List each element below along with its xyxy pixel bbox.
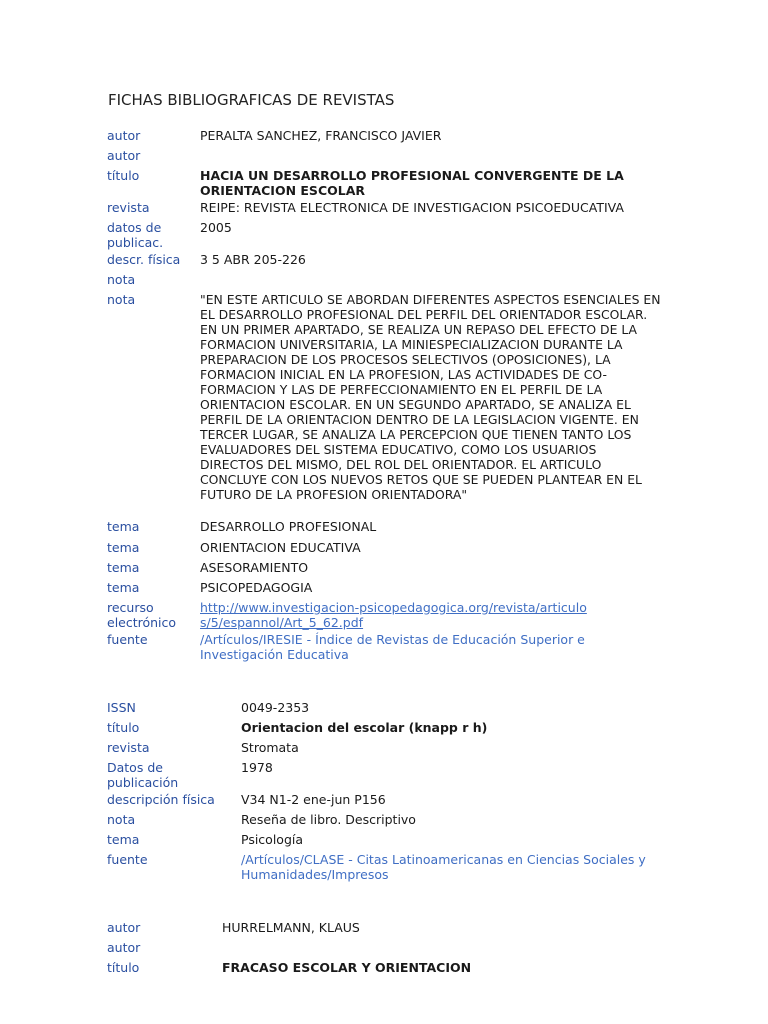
field-label: tema	[107, 832, 140, 847]
field-label: título	[107, 720, 140, 735]
field-label: autor	[107, 920, 141, 935]
field-value: PERALTA SANCHEZ, FRANCISCO JAVIER	[200, 128, 442, 143]
field-label: autor	[107, 148, 141, 163]
field-label: tema	[107, 540, 140, 555]
field-label: nota	[107, 292, 136, 307]
field-value: ASESORAMIENTO	[200, 560, 309, 575]
field-label: fuente	[107, 852, 148, 867]
field-label: autor	[107, 128, 141, 143]
field-label: descr. física	[107, 252, 181, 267]
field-label: fuente	[107, 632, 148, 647]
field-label: nota	[107, 812, 136, 827]
field-label: datos de publicac.	[107, 220, 164, 250]
field-label: tema	[107, 560, 140, 575]
field-label: descripción física	[107, 792, 215, 807]
field-value: 0049-2353	[241, 700, 310, 715]
field-label: tema	[107, 580, 140, 595]
field-value: V34 N1-2 ene-jun P156	[241, 792, 386, 807]
field-value: DESARROLLO PROFESIONAL	[200, 519, 377, 534]
electronic-resource-link[interactable]: http://www.investigacion-psicopedagogica.org/revista/articulos/5/espannol/Art_5_62.pdf	[200, 600, 587, 630]
page-title: FICHAS BIBLIOGRAFICAS DE REVISTAS	[108, 91, 395, 109]
field-label: autor	[107, 940, 141, 955]
field-value: REIPE: REVISTA ELECTRONICA DE INVESTIGACION PSICOEDUCATIVA	[200, 200, 624, 215]
source-link[interactable]: /Artículos/CLASE - Citas Latinoamericanas en Ciencias Sociales y Humanidades/Impresos	[241, 852, 646, 882]
field-label: revista	[107, 200, 150, 215]
field-label: título	[107, 960, 140, 975]
field-label: título	[107, 168, 140, 183]
field-value: ORIENTACION EDUCATIVA	[200, 540, 361, 555]
field-value: 2005	[200, 220, 232, 235]
field-value: 1978	[241, 760, 273, 775]
field-value: PSICOPEDAGOGIA	[200, 580, 313, 595]
field-value: Psicología	[241, 832, 304, 847]
field-label: recurso electrónico	[107, 600, 177, 630]
field-label: ISSN	[107, 700, 136, 715]
field-value: Stromata	[241, 740, 299, 755]
field-label: nota	[107, 272, 136, 287]
source-link[interactable]: /Artículos/IRESIE - Índice de Revistas de Educación Superior e Investigación Educativa	[200, 632, 585, 662]
field-value: 3 5 ABR 205-226	[200, 252, 306, 267]
field-label: Datos de publicación	[107, 760, 179, 790]
field-value: Orientacion del escolar (knapp r h)	[241, 720, 488, 735]
field-label: tema	[107, 519, 140, 534]
abstract-text: "EN ESTE ARTICULO SE ABORDAN DIFERENTES ASPECTOS ESENCIALES EN EL DESARROLLO PROFESIONAL DEL PERFIL DEL ORIENTADOR ESCOLAR. EN UN PRIMER APARTADO, SE REALIZA UN REPASO DEL EFECTO DE LA FORMACION UNIVERSITARIA, LA MINIESPECIALIZACION DURANTE LA PREPARACION DE LOS PROCESOS SELECTIVOS (OPOSICIONES), LA FORMACION INICIAL EN LA PROFESION, LAS ACTIVIDADES DE CO-FORMACION Y LAS DE PERFECCIONAMIENTO EN EL PERFIL DE LA ORIENTACION ESCOLAR. EN UN SEGUNDO APARTADO, SE ANALIZA EL PERFIL DE LA ORIENTACION DENTRO DE LA LEGISLACION VIGENTE. EN TERCER LUGAR, SE ANALIZA LA PERCEPCION QUE TIENEN TANTO LOS EVALUADORES DEL SISTEMA EDUCATIVO, COMO LOS USUARIOS DIRECTOS DEL MISMO, DEL ROL DEL ORIENTADOR. EL ARTICULO CONCLUYE CON LOS NUEVOS RETOS QUE SE PUEDEN PLANTEAR EN EL FUTURO DE LA PROFESION ORIENTADORA"	[200, 292, 661, 502]
field-value: FRACASO ESCOLAR Y ORIENTACION	[222, 960, 472, 975]
field-value: HURRELMANN, KLAUS	[222, 920, 360, 935]
field-label: revista	[107, 740, 150, 755]
field-value: Reseña de libro. Descriptivo	[241, 812, 416, 827]
field-value: HACIA UN DESARROLLO PROFESIONAL CONVERGENTE DE LA ORIENTACION ESCOLAR	[200, 168, 624, 198]
